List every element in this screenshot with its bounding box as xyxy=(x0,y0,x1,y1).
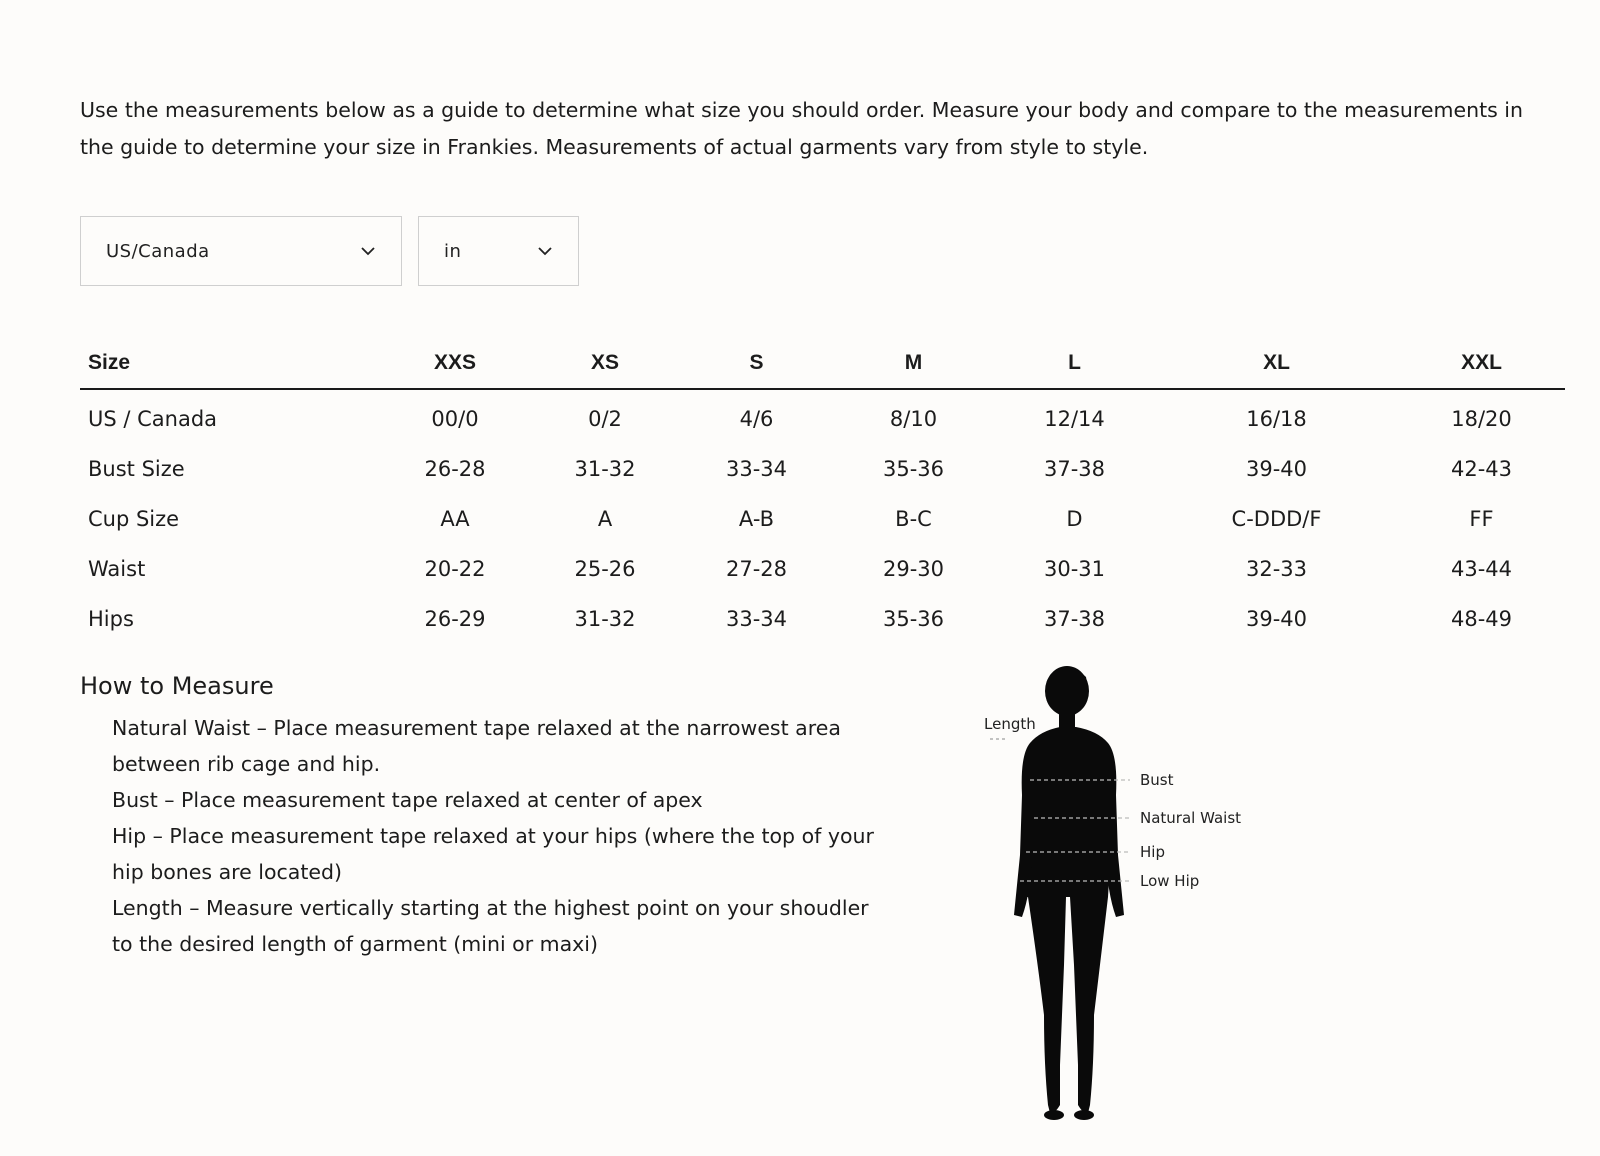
table-cell: AA xyxy=(440,507,470,531)
table-row xyxy=(80,494,1565,544)
header-cell: XXS xyxy=(380,338,530,389)
header-cell: Size xyxy=(80,338,380,389)
table-cell: D xyxy=(1066,507,1083,531)
region-select-value: US/Canada xyxy=(106,240,210,262)
table-cell: 27-28 xyxy=(725,557,788,581)
chevron-down-icon xyxy=(537,243,553,259)
list-item: Hip – Place measurement tape relaxed at your hips (where the top of your hip bones are located) xyxy=(112,824,874,884)
figure-label-natural-waist: Natural Waist xyxy=(1140,809,1242,827)
body-silhouette xyxy=(990,665,1290,1145)
table-cell: 42-43 xyxy=(1450,457,1513,481)
header-cell: L xyxy=(994,338,1155,389)
intro-text: Use the measurements below as a guide to determine what size you should order. Measure your body and compare to the measurements in the guide to determine your size in Frankies. Measurements of actual garments vary from style to style. xyxy=(80,98,1523,159)
table-cell: 29-30 xyxy=(882,557,945,581)
table-cell: 32-33 xyxy=(1245,557,1308,581)
table-cell: 12/14 xyxy=(1044,407,1105,431)
figure-label-bust: Bust xyxy=(1140,771,1174,789)
list-item: Length – Measure vertically starting at the highest point on your shoudler to the desired length of garment (mini or maxi) xyxy=(112,896,869,956)
size-chart-table xyxy=(80,338,1565,644)
how-to-measure-list xyxy=(112,710,892,962)
table-cell: C-DDD/F xyxy=(1231,507,1322,531)
body-measurement-figure xyxy=(984,665,1290,1145)
table-cell: 0/2 xyxy=(588,407,622,431)
table-cell: 39-40 xyxy=(1245,607,1308,631)
row-label: Hips xyxy=(88,607,134,631)
table-cell: 35-36 xyxy=(882,607,945,631)
region-select[interactable] xyxy=(80,216,402,286)
table-cell: 48-49 xyxy=(1450,607,1513,631)
table-cell: 16/18 xyxy=(1246,407,1307,431)
header-cell: S xyxy=(680,338,833,389)
row-label: US / Canada xyxy=(88,407,218,431)
table-cell: 8/10 xyxy=(889,407,938,431)
unit-select[interactable] xyxy=(418,216,579,286)
row-label: Bust Size xyxy=(88,457,185,481)
table-cell: 00/0 xyxy=(431,407,479,431)
row-label: Cup Size xyxy=(88,507,180,531)
table-cell: 20-22 xyxy=(424,557,486,581)
table-cell: B-C xyxy=(895,507,932,531)
table-cell: 4/6 xyxy=(739,407,774,431)
table-row xyxy=(80,444,1565,494)
table-cell: 37-38 xyxy=(1043,607,1106,631)
table-cell: A xyxy=(597,507,613,531)
table-row xyxy=(80,594,1565,644)
table-cell: 39-40 xyxy=(1245,457,1308,481)
header-cell: XL xyxy=(1155,338,1398,389)
table-cell: 18/20 xyxy=(1451,407,1512,431)
header-cell: M xyxy=(833,338,994,389)
table-cell: 26-29 xyxy=(424,607,486,631)
table-cell: 25-26 xyxy=(574,557,636,581)
table-row xyxy=(80,544,1565,594)
header-cell: XS xyxy=(530,338,680,389)
table-cell: A-B xyxy=(738,507,775,531)
table-cell: 37-38 xyxy=(1043,457,1106,481)
table-header-row xyxy=(80,338,1565,389)
chevron-down-icon xyxy=(360,243,376,259)
table-cell: FF xyxy=(1469,507,1494,531)
table-cell: 33-34 xyxy=(725,457,788,481)
figure-label-hip: Hip xyxy=(1140,843,1165,861)
table-cell: 43-44 xyxy=(1450,557,1513,581)
figure-label-low-hip: Low Hip xyxy=(1140,872,1200,890)
table-cell: 33-34 xyxy=(725,607,788,631)
how-to-measure-title: How to Measure xyxy=(80,672,274,700)
figure-label-length: Length xyxy=(984,715,1036,733)
table-cell: 31-32 xyxy=(574,607,636,631)
header-cell: XXL xyxy=(1398,338,1565,389)
table-cell: 30-31 xyxy=(1043,557,1106,581)
row-label: Waist xyxy=(88,557,146,581)
table-cell: 26-28 xyxy=(424,457,486,481)
list-item: Natural Waist – Place measurement tape relaxed at the narrowest area between rib cage and hip. xyxy=(112,716,841,776)
table-cell: 35-36 xyxy=(882,457,945,481)
list-item: Bust – Place measurement tape relaxed at center of apex xyxy=(112,788,703,812)
table-row xyxy=(80,389,1565,444)
unit-select-value: in xyxy=(444,240,462,262)
table-cell: 31-32 xyxy=(574,457,636,481)
